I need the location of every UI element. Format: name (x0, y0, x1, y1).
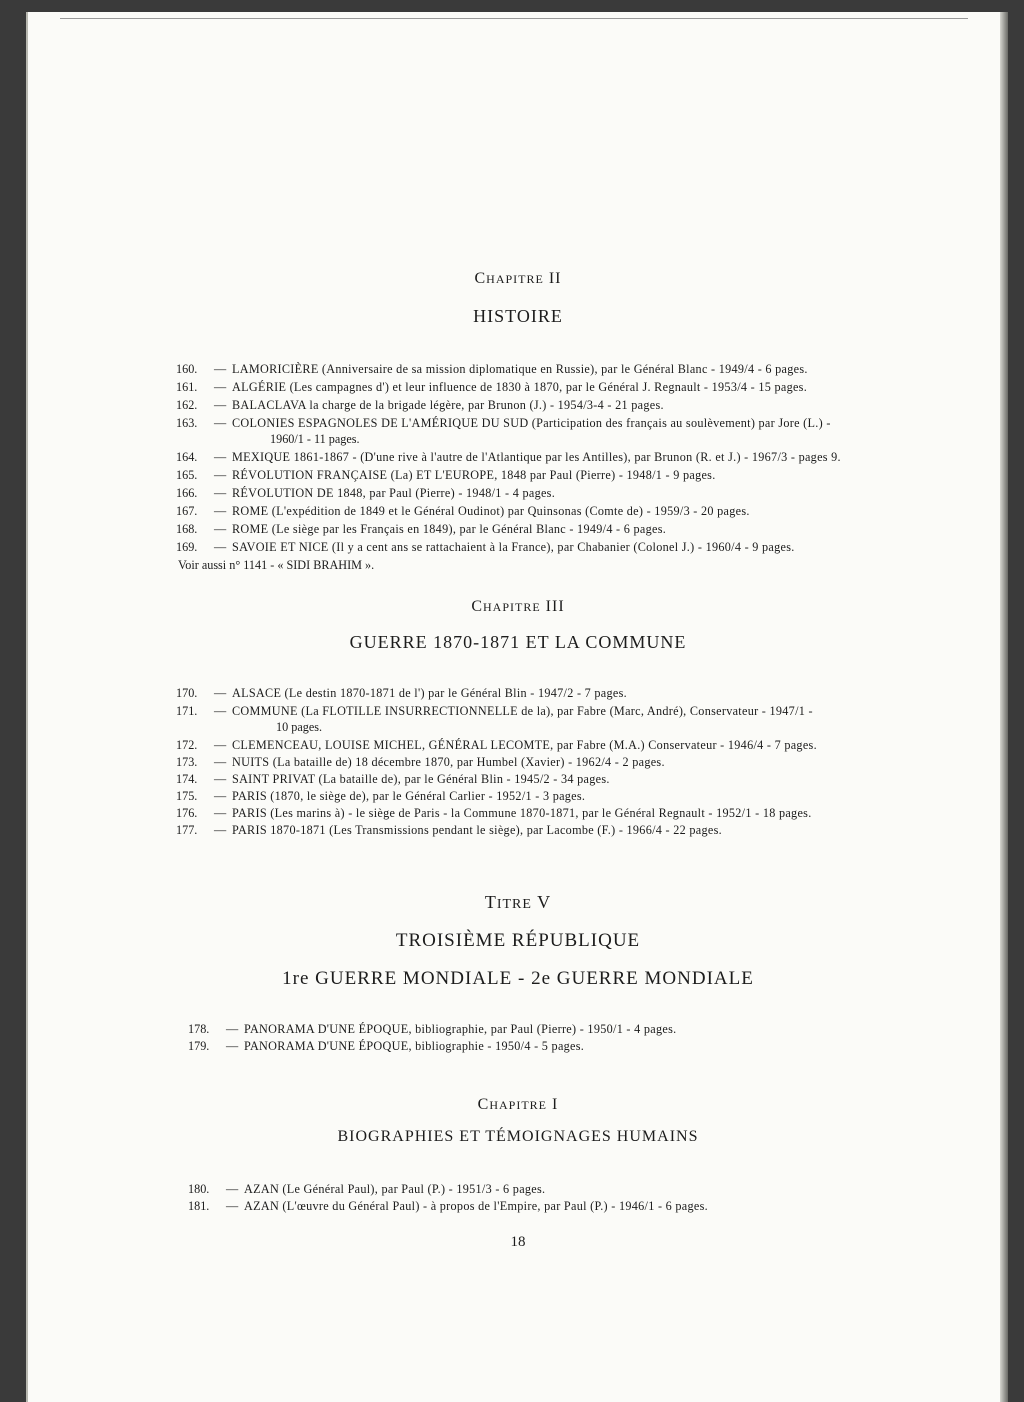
list-item: 160. — LAMORICIÈRE (Anniversaire de sa mission diplomatique en Russie), par le Général Blanc - 1949/4 - 6 pages. (176, 362, 808, 376)
list-item: 176. — PARIS (Les marins à) - le siège de Paris - la Commune 1870-1871, par le Général Regnault - 1952/1 - 18 pages. (176, 806, 812, 820)
chapter-prefix: C (477, 1096, 490, 1113)
chapter-word: HAPITRE (489, 1098, 547, 1112)
list-item: 162. — BALACLAVA la charge de la brigade légère, par Brunon (J.) - 1954/3-4 - 21 pages. (176, 398, 664, 412)
list-item: 181. — AZAN (L'œuvre du Général Paul) - à propos de l'Empire, par Paul (P.) - 1946/1 - 6 pages. (188, 1199, 709, 1213)
list-item: 165. — RÉVOLUTION FRANÇAISE (La) ET L'EUROPE, 1848 par Paul (Pierre) - 1948/1 - 9 pages. (176, 468, 716, 482)
chapter-ii-label (28, 270, 1008, 288)
chapter-prefix: C (474, 270, 487, 287)
chapter-prefix: C (471, 598, 483, 615)
chapter-ii-heading: HISTOIRE (473, 306, 563, 326)
titre-v-heading: TROISIÈME RÉPUBLIQUE (395, 930, 641, 951)
list-item: 175. — PARIS (1870, le siège de), par le Général Carlier - 1952/1 - 3 pages. (176, 789, 586, 803)
list-item: 173. — NUITS (La bataille de) 18 décembre 1870, par Humbel (Xavier) - 1962/4 - 2 pages. (176, 755, 665, 769)
list-item: 172. — CLEMENCEAU, LOUISE MICHEL, GÉNÉRAL LECOMTE, par Fabre (M.A.) Conservateur - 1946/4 - 7 pages. (176, 738, 817, 752)
top-rule (60, 18, 968, 19)
chapter-numeral: I (552, 1096, 559, 1113)
list-item: 170. — ALSACE (Le destin 1870-1871 de l') par le Général Blin - 1947/2 - 7 pages. (176, 686, 628, 700)
list-item: 164. — MEXIQUE 1861-1867 - (D'une rive à l'autre de l'Atlantique par les Antilles), par Brunon (R. et J.) - 1967/3 - pages 9. (176, 450, 841, 464)
list-item: 178. — PANORAMA D'UNE ÉPOQUE, bibliographie, par Paul (Pierre) - 1950/1 - 4 pages. (188, 1022, 677, 1036)
chapter-iii-label (28, 598, 1008, 616)
chapter-i-label (28, 1096, 1008, 1114)
list-item: 180. — AZAN (Le Général Paul), par Paul (P.) - 1951/3 - 6 pages. (188, 1182, 546, 1196)
see-also-note: Voir aussi n° 1141 - « SIDI BRAHIM ». (178, 558, 375, 572)
titre-v-subheading: 1re GUERRE MONDIALE - 2e GUERRE MONDIALE (282, 968, 754, 989)
list-item: 166. — RÉVOLUTION DE 1848, par Paul (Pierre) - 1948/1 - 4 pages. (176, 486, 556, 500)
chapter-word: HAPITRE (486, 272, 544, 286)
list-item: 169. — SAVOIE ET NICE (Il y a cent ans se rattachaient à la France), par Chabanier (Colonel J.) - 1960/4 - 9 pages. (176, 540, 795, 554)
page-binding-edge (1000, 12, 1008, 1402)
list-item: 167. — ROME (L'expédition de 1849 et le Général Oudinot) par Quinsonas (Comte de) - 1959/3 - 20 pages. (176, 504, 750, 518)
list-item: 174. — SAINT PRIVAT (La bataille de), par le Général Blin - 1945/2 - 34 pages. (176, 772, 610, 786)
chapter-numeral: II (548, 270, 562, 287)
document-page (26, 12, 1008, 1402)
chapter-word: HAPITRE (483, 600, 541, 614)
list-item: 179. — PANORAMA D'UNE ÉPOQUE, bibliographie - 1950/4 - 5 pages. (188, 1039, 585, 1053)
titre-v-label (28, 892, 1008, 913)
chapter-numeral: III (545, 598, 565, 615)
list-item: 163. — COLONIES ESPAGNOLES DE L'AMÉRIQUE DU SUD (Participation des français au soulèvement) par Jore (L.) - (176, 416, 831, 430)
titre-prefix: T (484, 892, 497, 912)
chapter-i-heading: BIOGRAPHIES ET TÉMOIGNAGES HUMAINS (337, 1128, 699, 1145)
list-item: 177. — PARIS 1870-1871 (Les Transmissions pendant le siège), par Lacombe (F.) - 1966/4 - 22 pages. (176, 823, 722, 837)
list-item: 168. — ROME (Le siège par les Français en 1849), par le Général Blanc - 1949/4 - 6 pages. (176, 522, 667, 536)
list-item: 171. — COMMUNE (La FLOTILLE INSURRECTIONNELLE de la), par Fabre (Marc, André), Conservateur - 1947/1 - (176, 704, 813, 718)
titre-numeral: V (537, 892, 552, 912)
list-item-continuation: 10 pages. (276, 720, 323, 734)
chapter-iii-heading: GUERRE 1870-1871 ET LA COMMUNE (349, 632, 687, 652)
page-number: 18 (510, 1234, 526, 1250)
list-item-continuation: 1960/1 - 11 pages. (270, 432, 360, 446)
titre-word: ITRE (496, 897, 532, 912)
list-item: 161. — ALGÉRIE (Les campagnes d') et leur influence de 1830 à 1870, par le Général J. Regnault - 1953/4 - 15 pages. (176, 380, 808, 394)
